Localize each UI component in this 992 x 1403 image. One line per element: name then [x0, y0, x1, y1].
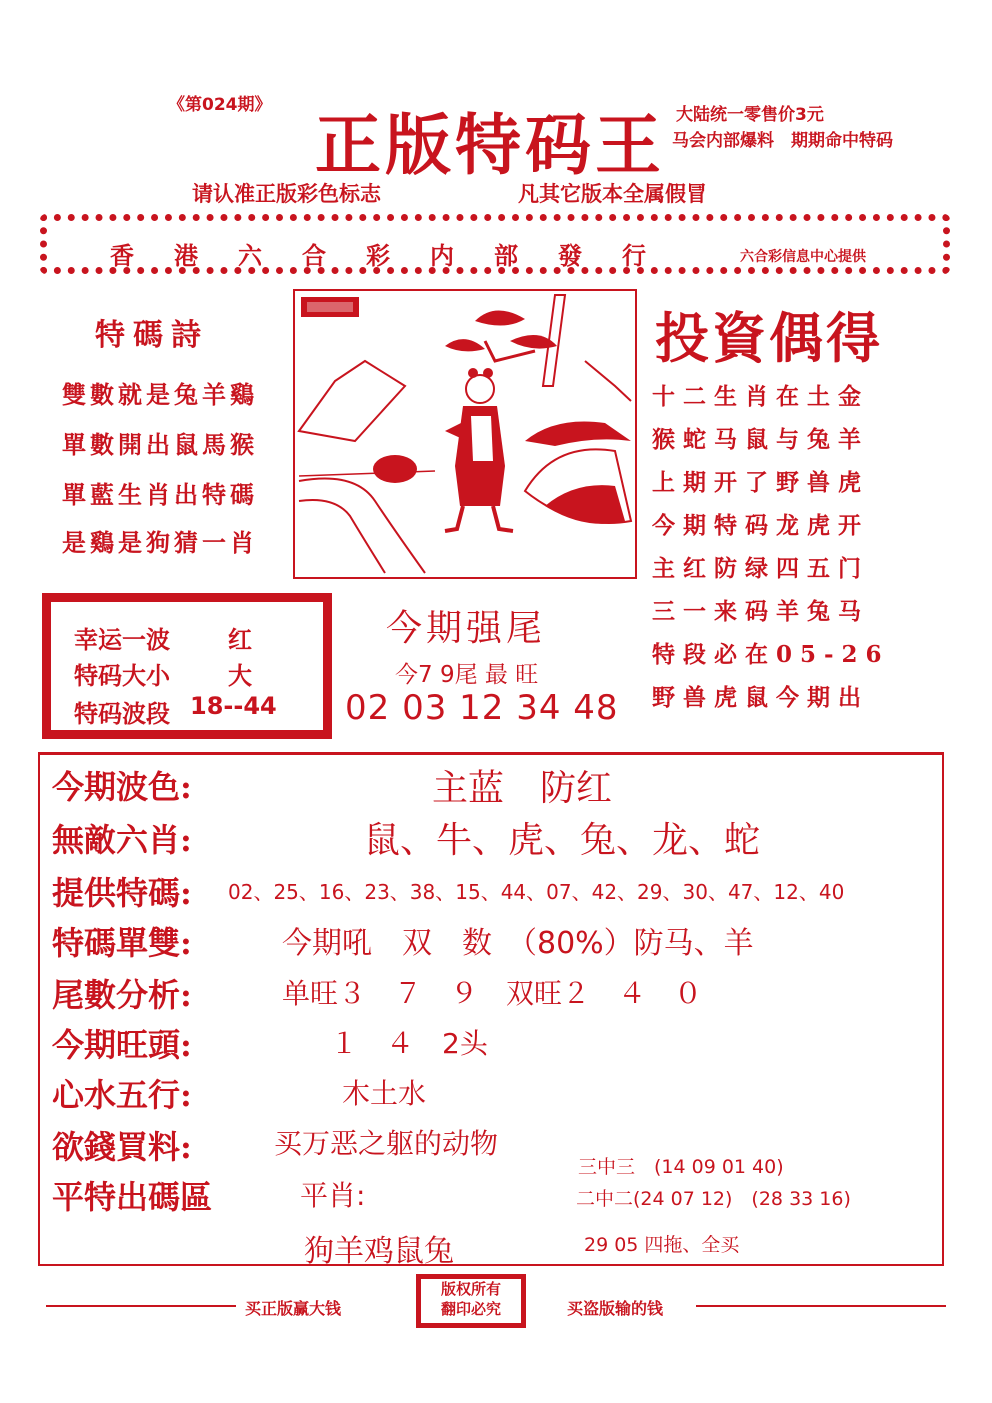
wave-label: 今期波色:	[52, 768, 192, 806]
poem-line: 雙數就是兔羊鷄	[62, 380, 258, 409]
tail-label: 尾數分析:	[52, 976, 192, 1014]
buy-label: 欲錢買料:	[52, 1128, 192, 1166]
wave-value: 主蓝 防红	[432, 768, 613, 809]
counterfeit-notice: 凡其它版本全属假冒	[518, 182, 707, 206]
page-title: 正版特码王	[315, 106, 665, 184]
head-value: １ ４ 2头	[330, 1027, 488, 1060]
lucky-value: 红	[228, 626, 252, 654]
footer-right-text: 买盗版输的钱	[567, 1299, 664, 1318]
banner-text: 香港六合彩内部發行	[110, 241, 686, 270]
oddeven-label: 特碼單雙:	[52, 924, 192, 962]
flat-sub-label: 平肖:	[300, 1179, 366, 1212]
boy-landscape-drawing	[295, 291, 635, 577]
invest-line: 上期开了野兽虎	[652, 469, 869, 496]
zodiac-value: 鼠、牛、虎、兔、龙、蛇	[364, 820, 761, 861]
poem-line: 單數開出鼠馬猴	[62, 430, 258, 459]
combo-two: 二中二(24 07 12) (28 33 16)	[576, 1188, 851, 1210]
flat-label: 平特出碼區	[52, 1178, 213, 1216]
invest-line: 野兽虎鼠今期出	[652, 684, 869, 711]
lucky-label: 特码波段	[74, 700, 170, 728]
footer-left-text: 买正版赢大钱	[245, 1299, 342, 1318]
invest-line: 主红防绿四五门	[652, 555, 869, 582]
combo-three: 三中三 (14 09 01 40)	[578, 1156, 784, 1178]
special-label: 提供特碼:	[52, 874, 192, 912]
zodiac-label: 無敵六肖:	[52, 821, 192, 859]
issue-number: 《第024期》	[168, 95, 272, 115]
invest-line: 猴蛇马鼠与兔羊	[652, 426, 869, 453]
poem-title: 特碼詩	[95, 318, 209, 353]
combo-drag: 29 05 四拖、全买	[584, 1234, 740, 1256]
poem-line: 單藍生肖出特碼	[62, 480, 258, 509]
copyright-stamp	[416, 1274, 526, 1328]
authenticity-notice: 请认准正版彩色标志	[192, 182, 381, 206]
head-label: 今期旺頭:	[52, 1026, 192, 1064]
strong-tail-numbers: 02 03 12 34 48	[345, 688, 619, 728]
footer-rule-right	[696, 1305, 946, 1307]
lucky-value: 18--44	[190, 692, 277, 720]
strong-tail-title: 今期强尾	[386, 608, 547, 649]
stamp-line: 版权所有	[440, 1280, 501, 1298]
strong-tail-subtitle: 今7 9尾 最 旺	[395, 662, 539, 688]
flat-value: 狗羊鸡鼠兔	[304, 1234, 454, 1269]
price-note: 大陆统一零售价3元	[676, 105, 824, 125]
invest-line: 今期特码龙虎开	[652, 512, 869, 539]
invest-line: 十二生肖在土金	[652, 383, 869, 410]
woodcut-illustration	[293, 289, 637, 579]
element-label: 心水五行:	[52, 1076, 192, 1114]
oddeven-value: 今期吼 双 数 （80%）防马、羊	[282, 926, 754, 961]
lucky-label: 幸运一波	[74, 626, 170, 654]
tail-value: 单旺３ ７ ９ 双旺２ ４ ０	[282, 977, 703, 1010]
invest-line: 特段必在05-26	[652, 641, 890, 668]
element-value: 木土水	[342, 1077, 427, 1110]
poem-line: 是鷄是狗猜一肖	[62, 528, 258, 557]
lucky-value: 大	[228, 662, 252, 690]
footer-rule-left	[46, 1305, 236, 1307]
stamp-line: 翻印必究	[440, 1300, 501, 1318]
invest-line: 三一来码羊兔马	[652, 598, 869, 625]
buy-value: 买万恶之躯的动物	[274, 1127, 499, 1160]
insider-note: 马会内部爆料 期期命中特码	[672, 131, 893, 151]
lucky-label: 特码大小	[74, 662, 170, 690]
banner-credit: 六合彩信息中心提供	[740, 249, 866, 265]
special-value: 02、25、16、23、38、15、44、07、42、29、30、47、12、40	[228, 880, 845, 904]
invest-title: 投資偶得	[655, 306, 883, 370]
